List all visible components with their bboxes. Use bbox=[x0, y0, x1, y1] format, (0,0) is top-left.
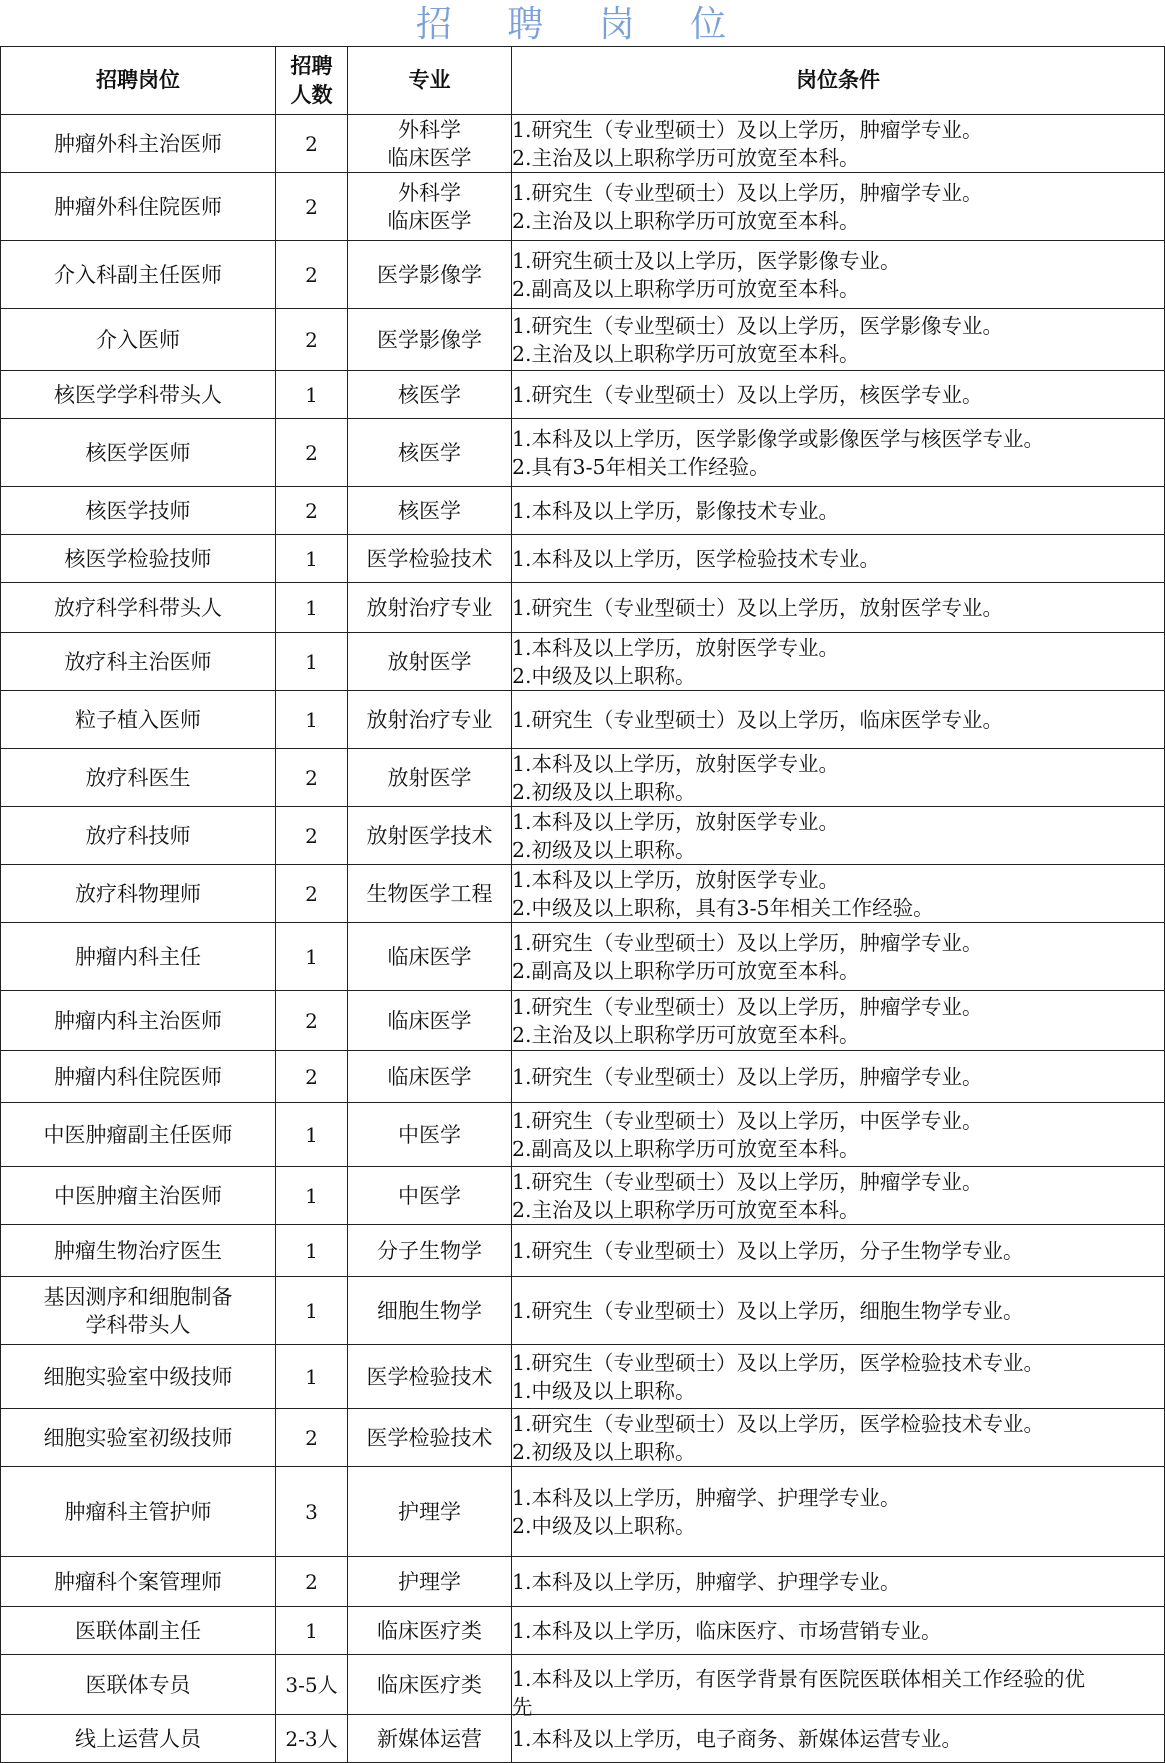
header-major: 专业 bbox=[348, 47, 512, 115]
major-text: 医学影像学 bbox=[377, 262, 482, 287]
count-text: 2 bbox=[305, 823, 318, 848]
condition-line: 2.中级及以上职称。 bbox=[512, 663, 696, 688]
conditions-cell bbox=[512, 1655, 1165, 1719]
table-row bbox=[1, 923, 1165, 991]
position-text: 粒子植入医师 bbox=[75, 707, 201, 732]
major-cell bbox=[348, 241, 512, 309]
condition-line: 1.研究生（专业型硕士）及以上学历，医学检验技术专业。 bbox=[512, 1350, 1045, 1375]
count-text: 1 bbox=[305, 1618, 318, 1643]
count-text: 1 bbox=[305, 546, 318, 571]
major-cell bbox=[348, 749, 512, 807]
position-cell bbox=[1, 173, 276, 241]
position-text: 核医学检验技师 bbox=[64, 546, 212, 571]
condition-line: 1.本科及以上学历，临床医疗、市场营销专业。 bbox=[512, 1618, 942, 1643]
major-text: 新媒体运营 bbox=[377, 1726, 482, 1751]
major-text: 临床医疗类 bbox=[377, 1672, 482, 1697]
position-text: 细胞实验室初级技师 bbox=[43, 1425, 233, 1450]
count-text: 1 bbox=[305, 1364, 318, 1389]
table-row bbox=[1, 1409, 1165, 1467]
major-text: 临床医学 bbox=[387, 1008, 472, 1033]
conditions-cell bbox=[512, 1715, 1165, 1763]
major-text: 医学检验技术 bbox=[366, 1364, 493, 1389]
major-text: 临床医学 bbox=[387, 208, 472, 233]
position-text: 肿瘤外科住院医师 bbox=[54, 194, 222, 219]
position-cell bbox=[1, 535, 276, 583]
major-cell bbox=[348, 633, 512, 691]
position-text: 放疗科医生 bbox=[85, 765, 191, 790]
conditions-cell bbox=[512, 1557, 1165, 1607]
count-text: 1 bbox=[305, 1122, 318, 1147]
condition-line: 2.主治及以上职称学历可放宽至本科。 bbox=[512, 341, 860, 366]
count-text: 2-3人 bbox=[285, 1726, 338, 1751]
table-row bbox=[1, 1225, 1165, 1277]
count-cell bbox=[276, 1607, 348, 1655]
major-text: 临床医学 bbox=[387, 1064, 472, 1089]
condition-line: 1.研究生（专业型硕士）及以上学历，肿瘤学专业。 bbox=[512, 180, 983, 205]
position-cell bbox=[1, 583, 276, 633]
major-text: 医学检验技术 bbox=[366, 546, 493, 571]
condition-line: 2.主治及以上职称学历可放宽至本科。 bbox=[512, 208, 860, 233]
major-cell bbox=[348, 1409, 512, 1467]
count-cell bbox=[276, 1345, 348, 1409]
major-text: 临床医学 bbox=[387, 145, 472, 170]
major-cell bbox=[348, 865, 512, 923]
position-cell bbox=[1, 1655, 276, 1715]
major-text: 中医学 bbox=[398, 1183, 461, 1208]
position-text: 核医学医师 bbox=[85, 440, 191, 465]
header-conditions: 岗位条件 bbox=[512, 47, 1165, 115]
count-cell bbox=[276, 1409, 348, 1467]
table-row bbox=[1, 865, 1165, 923]
table-row bbox=[1, 1655, 1165, 1715]
table-row bbox=[1, 1715, 1165, 1763]
condition-line: 1.本科及以上学历，放射医学专业。 bbox=[512, 867, 840, 892]
count-text: 2 bbox=[305, 1425, 318, 1450]
conditions-cell bbox=[512, 1277, 1165, 1345]
count-text: 2 bbox=[305, 131, 318, 156]
major-cell bbox=[348, 807, 512, 865]
count-cell bbox=[276, 535, 348, 583]
count-text: 2 bbox=[305, 1008, 318, 1033]
conditions-cell bbox=[512, 241, 1165, 309]
table-row bbox=[1, 487, 1165, 535]
conditions-cell bbox=[512, 1607, 1165, 1655]
position-cell bbox=[1, 1103, 276, 1167]
condition-line: 2.副高及以上职称学历可放宽至本科。 bbox=[512, 958, 860, 983]
major-text: 临床医学 bbox=[387, 944, 472, 969]
count-cell bbox=[276, 1277, 348, 1345]
conditions-cell bbox=[512, 309, 1165, 371]
condition-line: 1.研究生（专业型硕士）及以上学历，细胞生物学专业。 bbox=[512, 1298, 1024, 1323]
condition-line: 1.研究生（专业型硕士）及以上学历，肿瘤学专业。 bbox=[512, 930, 983, 955]
header-position: 招聘岗位 bbox=[1, 47, 276, 115]
position-cell bbox=[1, 691, 276, 749]
condition-line: 1.研究生（专业型硕士）及以上学历，肿瘤学专业。 bbox=[512, 994, 983, 1019]
position-text: 介入医师 bbox=[96, 327, 180, 352]
condition-line: 先 bbox=[512, 1694, 533, 1719]
table-row bbox=[1, 1167, 1165, 1225]
count-cell bbox=[276, 173, 348, 241]
conditions-cell bbox=[512, 173, 1165, 241]
table-body bbox=[1, 115, 1165, 1763]
count-cell bbox=[276, 487, 348, 535]
count-text: 3 bbox=[305, 1499, 318, 1524]
table-row bbox=[1, 371, 1165, 419]
conditions-cell bbox=[512, 583, 1165, 633]
major-text: 放射治疗专业 bbox=[366, 595, 493, 620]
position-cell bbox=[1, 807, 276, 865]
count-cell bbox=[276, 1225, 348, 1277]
conditions-cell bbox=[512, 865, 1165, 923]
position-cell bbox=[1, 1409, 276, 1467]
position-cell bbox=[1, 865, 276, 923]
position-cell bbox=[1, 633, 276, 691]
major-text: 生物医学工程 bbox=[366, 881, 493, 906]
conditions-cell bbox=[512, 1225, 1165, 1277]
count-cell bbox=[276, 419, 348, 487]
condition-line: 1.本科及以上学历，影像技术专业。 bbox=[512, 498, 840, 523]
major-cell bbox=[348, 1467, 512, 1557]
condition-line: 1.本科及以上学历，放射医学专业。 bbox=[512, 809, 840, 834]
table-row bbox=[1, 633, 1165, 691]
count-cell bbox=[276, 991, 348, 1051]
table-row bbox=[1, 241, 1165, 309]
major-text: 核医学 bbox=[398, 440, 461, 465]
condition-line: 2.主治及以上职称学历可放宽至本科。 bbox=[512, 1197, 860, 1222]
condition-line: 2.初级及以上职称。 bbox=[512, 1439, 696, 1464]
conditions-cell bbox=[512, 633, 1165, 691]
table-row bbox=[1, 535, 1165, 583]
position-cell bbox=[1, 419, 276, 487]
major-cell bbox=[348, 1715, 512, 1763]
condition-line: 1.本科及以上学历，电子商务、新媒体运营专业。 bbox=[512, 1726, 963, 1751]
table-row bbox=[1, 691, 1165, 749]
conditions-cell bbox=[512, 807, 1165, 865]
position-text: 放疗科主治医师 bbox=[64, 649, 212, 674]
major-cell bbox=[348, 1557, 512, 1607]
conditions-cell bbox=[512, 1051, 1165, 1103]
condition-line: 2.副高及以上职称学历可放宽至本科。 bbox=[512, 1136, 860, 1161]
major-cell bbox=[348, 1345, 512, 1409]
major-text: 医学检验技术 bbox=[366, 1425, 493, 1450]
recruitment-table bbox=[0, 46, 1165, 1763]
count-text: 2 bbox=[305, 1569, 318, 1594]
condition-line: 1.研究生（专业型硕士）及以上学历，医学检验技术专业。 bbox=[512, 1411, 1045, 1436]
count-text: 2 bbox=[305, 327, 318, 352]
major-cell bbox=[348, 691, 512, 749]
major-text: 放射医学技术 bbox=[366, 823, 493, 848]
conditions-cell bbox=[512, 749, 1165, 807]
condition-line: 1.研究生（专业型硕士）及以上学历，核医学专业。 bbox=[512, 382, 983, 407]
table-row bbox=[1, 807, 1165, 865]
count-text: 2 bbox=[305, 881, 318, 906]
count-text: 2 bbox=[305, 498, 318, 523]
major-cell bbox=[348, 1103, 512, 1167]
major-cell bbox=[348, 535, 512, 583]
table-row bbox=[1, 419, 1165, 487]
condition-line: 2.副高及以上职称学历可放宽至本科。 bbox=[512, 276, 860, 301]
count-text: 2 bbox=[305, 765, 318, 790]
major-cell bbox=[348, 371, 512, 419]
position-cell bbox=[1, 1345, 276, 1409]
position-cell bbox=[1, 115, 276, 173]
count-text: 2 bbox=[305, 194, 318, 219]
count-text: 1 bbox=[305, 707, 318, 732]
conditions-cell bbox=[512, 1467, 1165, 1557]
position-cell bbox=[1, 487, 276, 535]
position-text: 核医学学科带头人 bbox=[54, 382, 222, 407]
table-row bbox=[1, 1345, 1165, 1409]
condition-line: 1.本科及以上学历，肿瘤学、护理学专业。 bbox=[512, 1569, 901, 1594]
major-text: 分子生物学 bbox=[377, 1238, 482, 1263]
conditions-cell bbox=[512, 1167, 1165, 1225]
condition-line: 1.本科及以上学历，有医学背景有医院医联体相关工作经验的优 bbox=[512, 1666, 1086, 1691]
position-cell bbox=[1, 1607, 276, 1655]
position-text: 介入科副主任医师 bbox=[54, 262, 222, 287]
major-text: 核医学 bbox=[398, 382, 461, 407]
position-text: 肿瘤内科主治医师 bbox=[54, 1008, 222, 1033]
conditions-cell bbox=[512, 1345, 1165, 1409]
major-text: 医学影像学 bbox=[377, 327, 482, 352]
table-row bbox=[1, 115, 1165, 173]
position-text: 肿瘤内科主任 bbox=[75, 944, 201, 969]
condition-line: 1.本科及以上学历，医学检验技术专业。 bbox=[512, 546, 881, 571]
table-row bbox=[1, 749, 1165, 807]
count-text: 2 bbox=[305, 1064, 318, 1089]
condition-line: 1.本科及以上学历，放射医学专业。 bbox=[512, 751, 840, 776]
count-cell bbox=[276, 309, 348, 371]
major-text: 外科学 bbox=[398, 117, 461, 142]
conditions-cell bbox=[512, 923, 1165, 991]
position-text: 核医学技师 bbox=[85, 498, 191, 523]
table-row bbox=[1, 1607, 1165, 1655]
position-text: 中医肿瘤副主任医师 bbox=[43, 1122, 233, 1147]
count-text: 3-5人 bbox=[285, 1672, 338, 1697]
condition-line: 2.中级及以上职称。 bbox=[512, 1513, 696, 1538]
count-text: 1 bbox=[305, 382, 318, 407]
conditions-cell bbox=[512, 115, 1165, 173]
major-text: 护理学 bbox=[398, 1499, 461, 1524]
major-cell bbox=[348, 583, 512, 633]
position-cell bbox=[1, 1225, 276, 1277]
major-text: 临床医疗类 bbox=[377, 1618, 482, 1643]
major-text: 放射医学 bbox=[387, 765, 472, 790]
count-cell bbox=[276, 371, 348, 419]
position-text: 肿瘤科主管护师 bbox=[64, 1499, 212, 1524]
count-text: 2 bbox=[305, 262, 318, 287]
condition-line: 1.本科及以上学历，放射医学专业。 bbox=[512, 635, 840, 660]
position-text: 细胞实验室中级技师 bbox=[43, 1364, 233, 1389]
count-cell bbox=[276, 865, 348, 923]
condition-line: 1.研究生（专业型硕士）及以上学历，医学影像专业。 bbox=[512, 313, 1004, 338]
major-cell bbox=[348, 487, 512, 535]
condition-line: 1.研究生（专业型硕士）及以上学历，肿瘤学专业。 bbox=[512, 1064, 983, 1089]
table-row bbox=[1, 173, 1165, 241]
condition-line: 2.主治及以上职称学历可放宽至本科。 bbox=[512, 145, 860, 170]
conditions-cell bbox=[512, 371, 1165, 419]
count-text: 2 bbox=[305, 440, 318, 465]
major-text: 中医学 bbox=[398, 1122, 461, 1147]
count-cell bbox=[276, 1655, 348, 1715]
conditions-cell bbox=[512, 691, 1165, 749]
position-text: 肿瘤内科住院医师 bbox=[54, 1064, 222, 1089]
major-cell bbox=[348, 923, 512, 991]
conditions-cell bbox=[512, 1409, 1165, 1467]
table-row bbox=[1, 583, 1165, 633]
table-row bbox=[1, 1557, 1165, 1607]
position-text: 肿瘤外科主治医师 bbox=[54, 131, 222, 156]
condition-line: 2.主治及以上职称学历可放宽至本科。 bbox=[512, 1022, 860, 1047]
position-text: 学科带头人 bbox=[85, 1312, 191, 1337]
count-cell bbox=[276, 1167, 348, 1225]
major-cell bbox=[348, 173, 512, 241]
major-cell bbox=[348, 1277, 512, 1345]
header-row bbox=[1, 47, 1165, 115]
table-row bbox=[1, 1051, 1165, 1103]
header-count: 招聘 人数 bbox=[276, 47, 348, 115]
major-cell bbox=[348, 991, 512, 1051]
table-row bbox=[1, 991, 1165, 1051]
position-text: 放疗科物理师 bbox=[75, 881, 201, 906]
count-text: 1 bbox=[305, 1298, 318, 1323]
major-text: 核医学 bbox=[398, 498, 461, 523]
condition-line: 1.研究生（专业型硕士）及以上学历，肿瘤学专业。 bbox=[512, 1169, 983, 1194]
major-cell bbox=[348, 1225, 512, 1277]
position-cell bbox=[1, 1557, 276, 1607]
major-cell bbox=[348, 115, 512, 173]
conditions-cell bbox=[512, 487, 1165, 535]
position-cell bbox=[1, 1467, 276, 1557]
position-cell bbox=[1, 923, 276, 991]
major-cell bbox=[348, 1655, 512, 1715]
condition-line: 1.本科及以上学历，肿瘤学、护理学专业。 bbox=[512, 1485, 901, 1510]
major-cell bbox=[348, 1607, 512, 1655]
major-text: 护理学 bbox=[398, 1569, 461, 1594]
count-text: 1 bbox=[305, 1183, 318, 1208]
major-cell bbox=[348, 1167, 512, 1225]
page-title: 招 聘 岗 位 bbox=[415, 4, 749, 45]
major-text: 放射医学 bbox=[387, 649, 472, 674]
count-cell bbox=[276, 749, 348, 807]
condition-line: 1.研究生（专业型硕士）及以上学历，肿瘤学专业。 bbox=[512, 117, 983, 142]
position-cell bbox=[1, 1051, 276, 1103]
count-cell bbox=[276, 633, 348, 691]
count-cell bbox=[276, 583, 348, 633]
condition-line: 1.研究生（专业型硕士）及以上学历，临床医学专业。 bbox=[512, 707, 1004, 732]
count-text: 1 bbox=[305, 944, 318, 969]
position-cell bbox=[1, 309, 276, 371]
position-text: 医联体副主任 bbox=[75, 1618, 201, 1643]
count-cell bbox=[276, 807, 348, 865]
position-text: 中医肿瘤主治医师 bbox=[54, 1183, 222, 1208]
major-text: 细胞生物学 bbox=[377, 1298, 482, 1323]
conditions-cell bbox=[512, 419, 1165, 487]
position-cell bbox=[1, 1167, 276, 1225]
count-text: 1 bbox=[305, 649, 318, 674]
count-cell bbox=[276, 1467, 348, 1557]
position-text: 放疗科技师 bbox=[85, 823, 191, 848]
count-text: 1 bbox=[305, 1238, 318, 1263]
major-text: 外科学 bbox=[398, 180, 461, 205]
count-cell bbox=[276, 241, 348, 309]
count-cell bbox=[276, 115, 348, 173]
count-cell bbox=[276, 1051, 348, 1103]
position-text: 线上运营人员 bbox=[75, 1726, 201, 1751]
condition-line: 2.具有3-5年相关工作经验。 bbox=[512, 454, 770, 479]
count-text: 1 bbox=[305, 595, 318, 620]
condition-line: 1.研究生（专业型硕士）及以上学历，中医学专业。 bbox=[512, 1108, 983, 1133]
count-cell bbox=[276, 923, 348, 991]
position-text: 基因测序和细胞制备 bbox=[43, 1284, 233, 1309]
position-cell bbox=[1, 1715, 276, 1763]
position-cell bbox=[1, 1277, 276, 1345]
condition-line: 1.中级及以上职称。 bbox=[512, 1378, 696, 1403]
table-row bbox=[1, 309, 1165, 371]
position-cell bbox=[1, 241, 276, 309]
count-cell bbox=[276, 1715, 348, 1763]
table-row bbox=[1, 1103, 1165, 1167]
count-cell bbox=[276, 691, 348, 749]
position-text: 肿瘤生物治疗医生 bbox=[54, 1238, 222, 1263]
position-cell bbox=[1, 991, 276, 1051]
position-text: 放疗科学科带头人 bbox=[54, 595, 222, 620]
condition-line: 1.研究生（专业型硕士）及以上学历，分子生物学专业。 bbox=[512, 1238, 1024, 1263]
table-row bbox=[1, 1277, 1165, 1345]
position-text: 肿瘤科个案管理师 bbox=[54, 1569, 222, 1594]
table-row bbox=[1, 1467, 1165, 1557]
condition-line: 1.研究生硕士及以上学历，医学影像专业。 bbox=[512, 248, 901, 273]
condition-line: 2.中级及以上职称，具有3-5年相关工作经验。 bbox=[512, 895, 934, 920]
condition-line: 2.初级及以上职称。 bbox=[512, 779, 696, 804]
count-cell bbox=[276, 1103, 348, 1167]
condition-line: 1.研究生（专业型硕士）及以上学历，放射医学专业。 bbox=[512, 595, 1004, 620]
position-cell bbox=[1, 371, 276, 419]
major-cell bbox=[348, 309, 512, 371]
conditions-cell bbox=[512, 535, 1165, 583]
major-cell bbox=[348, 1051, 512, 1103]
major-cell bbox=[348, 419, 512, 487]
condition-line: 1.本科及以上学历，医学影像学或影像医学与核医学专业。 bbox=[512, 426, 1045, 451]
condition-line: 2.初级及以上职称。 bbox=[512, 837, 696, 862]
conditions-cell bbox=[512, 991, 1165, 1051]
position-text: 医联体专员 bbox=[85, 1672, 191, 1697]
position-cell bbox=[1, 749, 276, 807]
conditions-cell bbox=[512, 1103, 1165, 1167]
count-cell bbox=[276, 1557, 348, 1607]
major-text: 放射治疗专业 bbox=[366, 707, 493, 732]
